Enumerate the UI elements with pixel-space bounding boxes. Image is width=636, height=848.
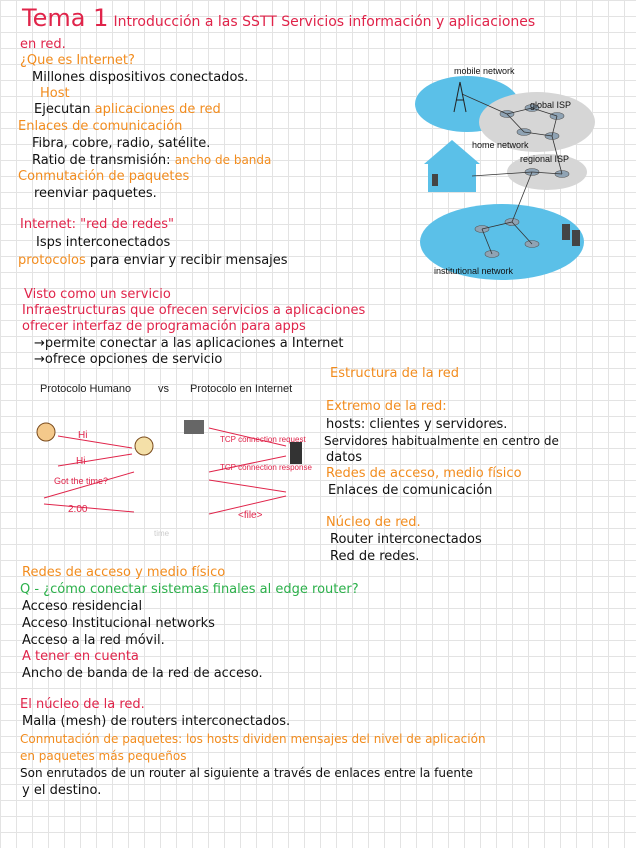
acceso-medio-line1: Enlaces de comunicación (328, 483, 493, 498)
file-label: <file> (238, 510, 263, 521)
protocol-diagram (24, 380, 324, 560)
protocol-internet-title: Protocolo en Internet (190, 383, 293, 395)
section1-apps: aplicaciones de red (94, 102, 221, 117)
nucleo-line1: Malla (mesh) de routers interconectados. (22, 714, 291, 729)
acceso-line2: Acceso Institucional networks (22, 616, 215, 631)
nucleo-red-heading: Núcleo de red. (326, 515, 421, 530)
nucleo-line5: y el destino. (22, 783, 102, 798)
section1-question: ¿Que es Internet? (20, 53, 135, 68)
page-title (22, 6, 535, 30)
nucleo-line2: Conmutación de paquetes: los hosts dividen mensajes del nivel de aplicación (20, 732, 486, 746)
tcp-response-label: TCP connection response (220, 463, 312, 472)
nucleo-heading: El núcleo de la red. (20, 697, 145, 712)
section1-ratio-label: Ratio de transmisión: (32, 153, 171, 168)
time-reply-label: 2:00 (68, 504, 88, 515)
time-axis-label: time (154, 529, 170, 538)
global-isp-label: global ISP (530, 100, 572, 110)
institutional-network-label: institutional network (434, 266, 514, 276)
title-rest: Introducción a las SSTT Servicios información y aplicaciones (113, 14, 536, 30)
section1-host: Host (40, 86, 70, 101)
home-network-label (472, 140, 529, 150)
nucleo-line3: en paquetes más pequeños (20, 749, 187, 763)
extremo-line1: hosts: clientes y servidores. (326, 417, 508, 432)
extremo-line2: Servidores habitualmente en centro de (324, 434, 559, 448)
section1-line1: Millones dispositivos conectados. (32, 70, 249, 85)
section1-enlaces: Enlaces de comunicación (18, 119, 183, 134)
section2-isps: Isps interconectados (36, 235, 171, 250)
mobile-network-label: mobile network (454, 66, 515, 76)
section3-line1: Infraestructuras que ofrecen servicios a aplicaciones (22, 303, 366, 318)
section1-conmutacion: Conmutación de paquetes (18, 169, 190, 184)
acceso-line5: Ancho de banda de la red de acceso. (22, 666, 263, 681)
acceso-line4: A tener en cuenta (22, 649, 139, 664)
section1-ejecutan: Ejecutan (34, 102, 91, 117)
nucleo-red-line2: Red de redes. (330, 549, 420, 564)
acceso-line1: Acceso residencial (22, 599, 143, 614)
tcp-request-label: TCP connection request (220, 435, 306, 444)
person-left-icon (37, 423, 55, 441)
title-line2: en red. (20, 37, 66, 52)
section2-protocolos (18, 254, 288, 267)
protocol-vs: vs (158, 383, 169, 395)
section3-line4: →ofrece opciones de servicio (34, 352, 223, 367)
section1-ancho: ancho de banda (174, 153, 272, 167)
section1-ratio (32, 154, 271, 167)
hi-response-label: Hi (76, 456, 86, 467)
section1-reenviar: reenviar paquetes. (34, 186, 157, 201)
acceso-medio-heading: Redes de acceso, medio físico (326, 466, 522, 481)
title-tema: Tema 1 (22, 4, 109, 32)
section2-heading: Internet: "red de redes" (20, 217, 174, 232)
estructura-heading: Estructura de la red (330, 366, 459, 381)
acceso-heading: Redes de acceso y medio físico (22, 565, 226, 580)
network-diagram (412, 64, 632, 292)
section3-heading: Visto como un servicio (24, 287, 171, 302)
section2-enviar: para enviar y recibir mensajes (89, 253, 288, 268)
server-icon (290, 442, 302, 464)
section3-line2: ofrecer interfaz de programación para apps (22, 319, 306, 334)
computer-icon (184, 420, 204, 434)
section1-fibra: Fibra, cobre, radio, satélite. (32, 136, 211, 151)
home-network-label-text: home network (472, 140, 529, 150)
acceso-question: Q - ¿cómo conectar sistemas finales al edge router? (20, 582, 359, 597)
extremo-line2b: datos (326, 450, 363, 465)
person-right-icon (135, 437, 153, 455)
protocol-human-title: Protocolo Humano (40, 383, 132, 395)
regional-isp-label: regional ISP (520, 154, 570, 164)
acceso-line3: Acceso a la red móvil. (22, 633, 165, 648)
extremo-heading: Extremo de la red: (326, 399, 447, 414)
section1-line3 (34, 103, 221, 116)
section3-line3: →permite conectar a las aplicaciones a Internet (34, 336, 344, 351)
hi-request-label: Hi (78, 430, 88, 441)
got-time-label: Got the time? (54, 476, 109, 486)
nucleo-red-line1: Router interconectados (330, 532, 482, 547)
nucleo-line4: Son enrutados de un router al siguiente a través de enlaces entre la fuente (20, 766, 474, 780)
section2-protocolos-word: protocolos (18, 253, 86, 268)
